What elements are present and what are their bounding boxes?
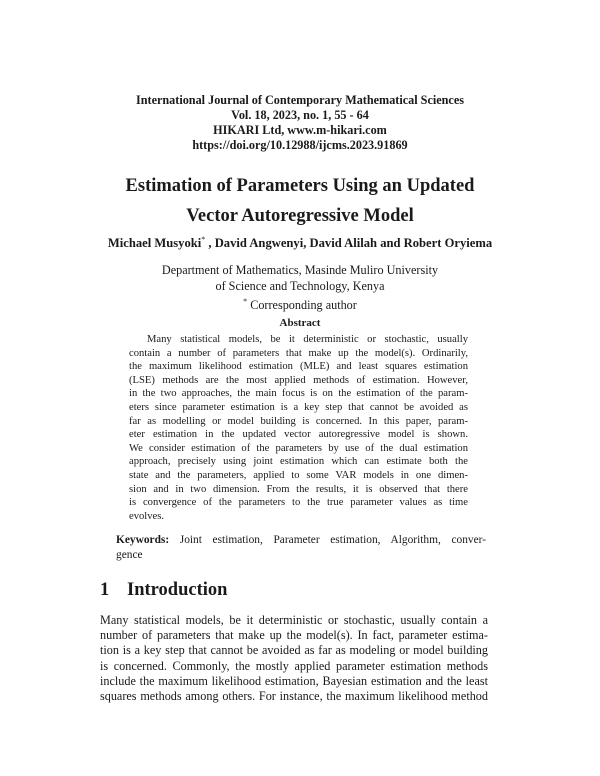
corresponding-author-note xyxy=(0,294,600,314)
abstract-line: approach, precisely using joint estimation which can estimate both the xyxy=(129,456,468,468)
section-number: 1 xyxy=(100,580,110,600)
abstract-line: eter estimation in the updated vector autoregressive model is shown. xyxy=(129,429,468,441)
paper-title-line-2: Vector Autoregressive Model xyxy=(186,206,414,226)
affiliation xyxy=(0,263,600,314)
abstract-line: contain a number of parameters that make up the model(s). Ordinarily, xyxy=(129,347,468,359)
keywords xyxy=(116,533,486,563)
body-line: number of parameters that make up the model(s). In fact, parameter estima- xyxy=(100,628,488,643)
abstract-line: We consider estimation of the parameters by use of the dual estimation xyxy=(129,442,468,454)
journal-name: International Journal of Contemporary Mathematical Sciences xyxy=(135,93,464,107)
affiliation-line-2: of Science and Technology, Kenya xyxy=(215,278,385,293)
abstract-line: eters since parameter estimation is a key step that cannot be avoided as xyxy=(129,401,468,413)
paper-title-line-1: Estimation of Parameters Using an Updated xyxy=(125,176,475,196)
author-list xyxy=(0,235,600,251)
paper-title xyxy=(0,171,600,231)
keywords-line-1 xyxy=(116,533,486,548)
author-first: Michael Musyoki xyxy=(107,236,202,251)
body-line: include the maximum likelihood estimation, Bayesian estimation and the least xyxy=(100,673,488,688)
abstract-line: is convergence of the parameters to the true parameter values as time xyxy=(129,497,468,509)
body-line: is concerned. Commonly, the mostly applied parameter estimation methods xyxy=(100,658,488,673)
body-line: squares methods among others. For instance, the maximum likelihood method xyxy=(100,688,488,703)
keywords-label: Keywords: xyxy=(116,534,170,546)
journal-volume: Vol. 18, 2023, no. 1, 55 - 64 xyxy=(231,108,369,122)
section-heading xyxy=(100,580,227,601)
abstract-line: Many statistical models, be it deterministic or stochastic, usually xyxy=(147,334,468,345)
abstract-line: in the two approaches, the main focus is on the estimation of the param- xyxy=(129,388,468,400)
abstract-line: the maximum likelihood estimation (MLE) and least squares estimation xyxy=(129,361,468,373)
section-title: Introduction xyxy=(127,580,228,600)
corresponding-text: Corresponding author xyxy=(247,298,357,313)
abstract-line: (LSE) methods are the most applied methods of estimation. However, xyxy=(129,374,468,386)
journal-doi[interactable]: https://doi.org/10.12988/ijcms.2023.91869 xyxy=(192,138,408,152)
body-line: tion is a key step that cannot be avoided as far as modeling or model building xyxy=(100,643,488,658)
abstract-heading: Abstract xyxy=(279,317,321,329)
affiliation-line-1: Department of Mathematics, Masinde Muliro University xyxy=(161,263,439,277)
author-rest: , David Angwenyi, David Alilah and Robert Oryiema xyxy=(205,236,493,251)
abstract-line: sion and in two dimension. From the results, it is observed that there xyxy=(129,483,468,495)
abstract-line: state and the parameters, applied to some VAR models in one dimen- xyxy=(129,469,468,481)
body-line: Many statistical models, be it deterministic or stochastic, usually contain a xyxy=(100,613,488,627)
abstract-body xyxy=(129,333,468,523)
abstract-line: far as modelling or model building is concerned. In this paper, param- xyxy=(129,415,468,427)
abstract-line: evolves. xyxy=(129,510,165,522)
keywords-line-2: gence xyxy=(116,549,143,561)
author-marker: * xyxy=(201,235,206,244)
journal-publisher: HIKARI Ltd, www.m-hikari.com xyxy=(213,123,387,137)
corresponding-marker: * xyxy=(243,297,248,306)
introduction-body xyxy=(100,613,488,704)
journal-header xyxy=(0,93,600,153)
keywords-text-1: Joint estimation, Parameter estimation, Algorithm, conver- xyxy=(169,534,486,546)
